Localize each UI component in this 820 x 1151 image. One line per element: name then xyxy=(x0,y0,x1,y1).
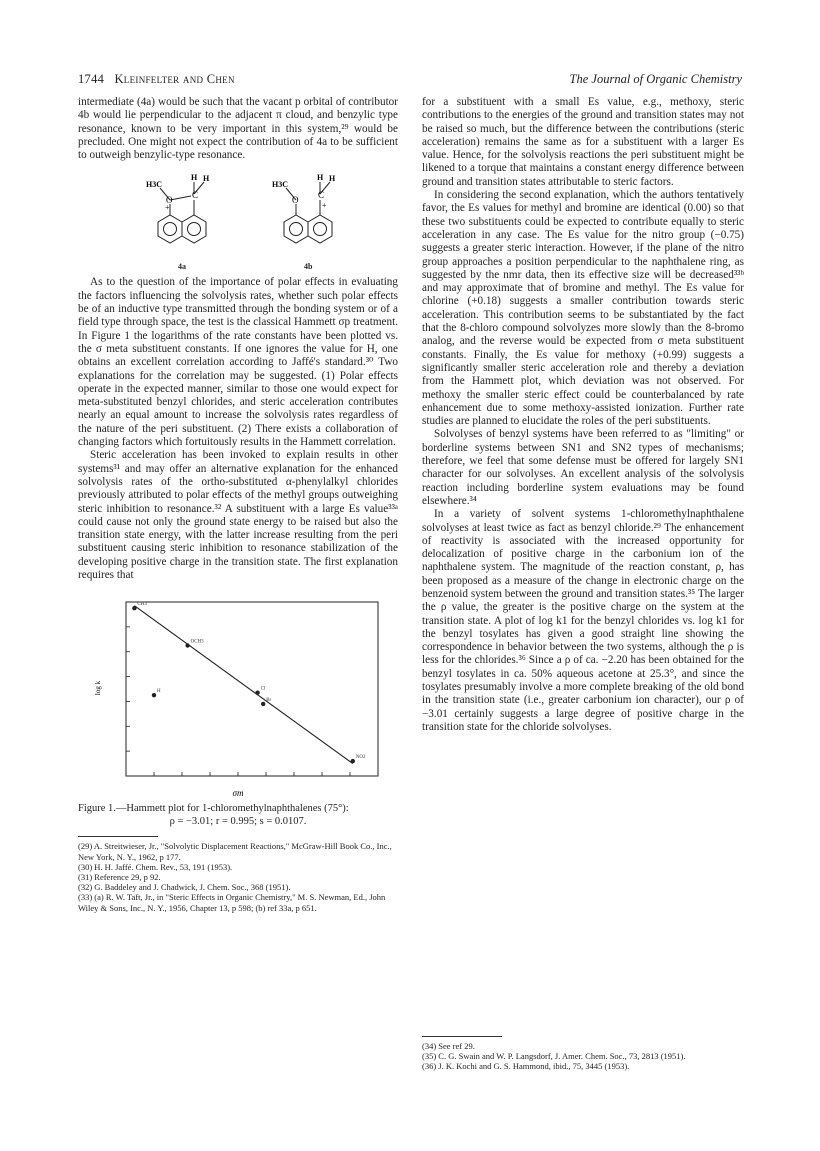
hammett-plot-svg xyxy=(78,592,398,800)
svg-text:+: + xyxy=(322,201,327,211)
hammett-plot xyxy=(78,592,398,800)
paragraph: Steric acceleration has been invoked to explain results in other systems³¹ and may offer an alternative explanation for the enhanced solvolysis rates of the ortho-substituted α-phenylalkyl chlorides previously attributed to polar effects of the methyl groups outweighing steric inhibition to resonance.³² A substituent with a large Es value³³ᵃ could cause not only the ground state energy to be raised but also the transition state energy, with the latter increase resulting from the peri substituent causing steric inhibition to resonance stabilization of the developing positive charge in the transition state. The first explanation requires that xyxy=(78,449,398,582)
data-point-label: CH3 xyxy=(137,602,147,608)
fit-line xyxy=(134,606,352,764)
structure-label-4a: 4a xyxy=(178,262,186,272)
data-point xyxy=(185,644,189,648)
footnote: (36) J. K. Kochi and G. S. Hammond, ibid., 75, 3445 (1953). xyxy=(422,1061,630,1072)
plot-frame xyxy=(126,602,378,776)
paragraph: In considering the second explanation, which the authors tentatively favor, the Es values for methyl and bromine are identical (0.00) so that these two substituents could be expected to contribute equally to steric acceleration in any case. The Es value for the nitro group (−0.75) suggests a greater steric interaction. However, if the plane of the nitro group approaches a position perpendicular to the naphthalene ring, as suggested by the nmr data, then its effective size will be decreased³³ᵇ and may approximate that of bromine and methyl. The Es value for chlorine (+0.18) suggests a smaller contribution towards steric acceleration. This contribution seems to be substantiated by the fact that the 8-chloro compound solvolyzes more slowly than the 8-bromo analog, and the reverse would be expected from σ meta substituent constants. Finally, the Es value for methoxy (+0.99) suggests a significantly smaller steric acceleration role and thereby a deviation from the Hammett plot, which deviation was not observed. For methoxy the smaller steric effect could be counterbalanced by rate enhancement due to some methoxy-assisted ionization. Further rate studies are planned to elucidate the roles of the peri substituents. xyxy=(422,189,744,428)
data-point xyxy=(255,691,259,695)
footnote: (29) A. Streitwieser, Jr., "Solvolytic Displacement Reactions," McGraw-Hill Book Co., Inc., New York, N. Y., 1962, p 177. xyxy=(78,841,392,862)
footnote-rule xyxy=(78,836,158,837)
page-number-and-authors: 1744 Kleinfelter and Chen xyxy=(78,72,235,86)
data-point-label: Cl xyxy=(260,687,266,693)
footnote: (35) C. G. Swain and W. P. Langsdorf, J. Amer. Chem. Soc., 73, 2813 (1951). xyxy=(422,1051,686,1062)
data-point-label: Br xyxy=(266,698,272,704)
structure-4b-drawing xyxy=(262,170,348,262)
svg-text:H: H xyxy=(191,173,198,183)
footnote: (34) See ref 29. xyxy=(422,1041,475,1051)
svg-text:H3C: H3C xyxy=(146,180,162,190)
svg-text:C: C xyxy=(318,190,325,201)
footnotes-right xyxy=(422,1036,742,1072)
caption-line-2: ρ = −3.01; r = 0.995; s = 0.0107. xyxy=(169,816,307,828)
svg-text:+: + xyxy=(165,203,170,213)
footnote: (32) G. Baddeley and J. Chadwick, J. Chem. Soc., 368 (1951). xyxy=(78,882,291,893)
y-axis-label: log k xyxy=(94,681,102,696)
svg-text:H: H xyxy=(203,174,210,184)
svg-text:H: H xyxy=(329,174,336,184)
data-point xyxy=(261,702,265,706)
svg-text:O: O xyxy=(166,195,173,206)
data-point xyxy=(152,693,156,697)
right-column xyxy=(422,96,744,734)
figure-caption xyxy=(78,802,398,828)
svg-text:H: H xyxy=(317,173,324,183)
left-column xyxy=(78,96,398,913)
journal-name: The Journal of Organic Chemistry xyxy=(569,72,742,86)
structure-4a-drawing xyxy=(136,170,222,262)
paragraph: As to the question of the importance of polar effects in evaluating the factors influencing the solvolysis rates, whether such polar effects be of an inductive type transmitted through the bonding system or of a field type through space, the test is the classical Hammett σp treatment. In Figure 1 the logarithms of the rate constants have been plotted vs. the σ meta substituent constants. If one ignores the value for H, one obtains an excellent correlation according to Jaffé's standard.³⁰ Two explanations for the correlation may be suggested. (1) Polar effects operate in the expected manner, similar to those one would expect for meta-substituted benzyl chlorides, and steric acceleration contributes nearly an equal amount to increase the solvolysis rates regardless of the nature of the peri substituent. (2) There exists a collaboration of changing factors which fortuitously results in the Hammett correlation. xyxy=(78,276,398,449)
data-point-label: OCH3 xyxy=(190,639,204,645)
footnotes-left xyxy=(78,841,398,912)
running-header xyxy=(78,72,742,88)
svg-text:C: C xyxy=(192,190,199,201)
paragraph: In a variety of solvent systems 1-chloromethylnaphthalene solvolyses at least twice as fact as benzyl chloride.²⁹ The enhancement of reactivity is associated with the increased opportunity for delocalization of positive charge in the carbonium ion of the naphthalene system. The magnitude of the reaction constant, ρ, has been proposed as a measure of the change in electronic charge on the benzenoid system between the ground and transition states.³⁵ The larger the ρ value, the greater is the positive charge on the system at the transition state. A plot of log k1 for the benzyl chlorides vs. log k1 for the benzyl tosylates has given a good straight line showing the correspondence in behavior between the two systems, although the ρ is less for the chlorides.³⁶ Since a ρ of ca. −2.20 has been obtained for the benzyl tosylates in ca. 50% aqueous acetone at 25.3°, and since the tosylates presumably involve a more complete breaking of the old bond in the transition state (i.e., greater carbonium ion character), our ρ of −3.01 certainly suggests a large degree of positive charge in the transition state for the chloride solvolyses. xyxy=(422,508,744,733)
data-point xyxy=(132,606,136,610)
data-point-label: H xyxy=(157,689,161,695)
footnote: (33) (a) R. W. Taft, Jr., in "Steric Effects in Organic Chemistry," M. S. Newman, Ed., John Wiley & Sons, Inc., N. Y., 1956, Chapter 13, p 598; (b) ref 33a, p 651. xyxy=(78,892,386,913)
paragraph: for a substituent with a small Es value, e.g., methoxy, steric contributions to the energies of the ground and transition states may not be raised so much, but the difference between the contributions (steric acceleration) remains the same as for a substituent with a larger Es value. Hence, for the solvolysis reactions the peri substituent might be likened to a torque that maintains a constant energy difference between ground and transition states attributable to steric factors. xyxy=(422,96,744,188)
structure-label-4b: 4b xyxy=(304,262,313,272)
svg-text:H3C: H3C xyxy=(272,180,288,190)
data-point xyxy=(351,759,355,763)
structure-figure xyxy=(78,170,398,272)
paragraph: intermediate (4a) would be such that the vacant p orbital of contributor 4b would lie perpendicular to the adjacent π cloud, and benzylic type resonance, known to be very important in this system,²⁹ would be precluded. One might not expect the contribution of 4a to be sufficient to outweigh benzylic-type resonance. xyxy=(78,96,398,162)
footnote-rule xyxy=(422,1036,502,1037)
caption-line-1: Figure 1.—Hammett plot for 1-chloromethylnaphthalenes (75°): xyxy=(78,803,349,815)
footnote: (31) Reference 29, p 92. xyxy=(78,871,161,882)
footnote: (30) H. H. Jaffé. Chem. Rev., 53, 191 (1953). xyxy=(78,861,233,872)
x-axis-label: σm xyxy=(232,788,244,799)
paragraph: Solvolyses of benzyl systems have been referred to as "limiting" or borderline systems between SN1 and SN2 types of mechanisms; therefore, we feel that some defense must be offered for largely SN1 character for our solvolyses. An excellent analysis of the solvolysis reaction including borderline system evaluations may be found elsewhere.³⁴ xyxy=(422,428,744,507)
data-point-label: NO2 xyxy=(355,755,366,761)
svg-text:O: O xyxy=(292,195,299,206)
